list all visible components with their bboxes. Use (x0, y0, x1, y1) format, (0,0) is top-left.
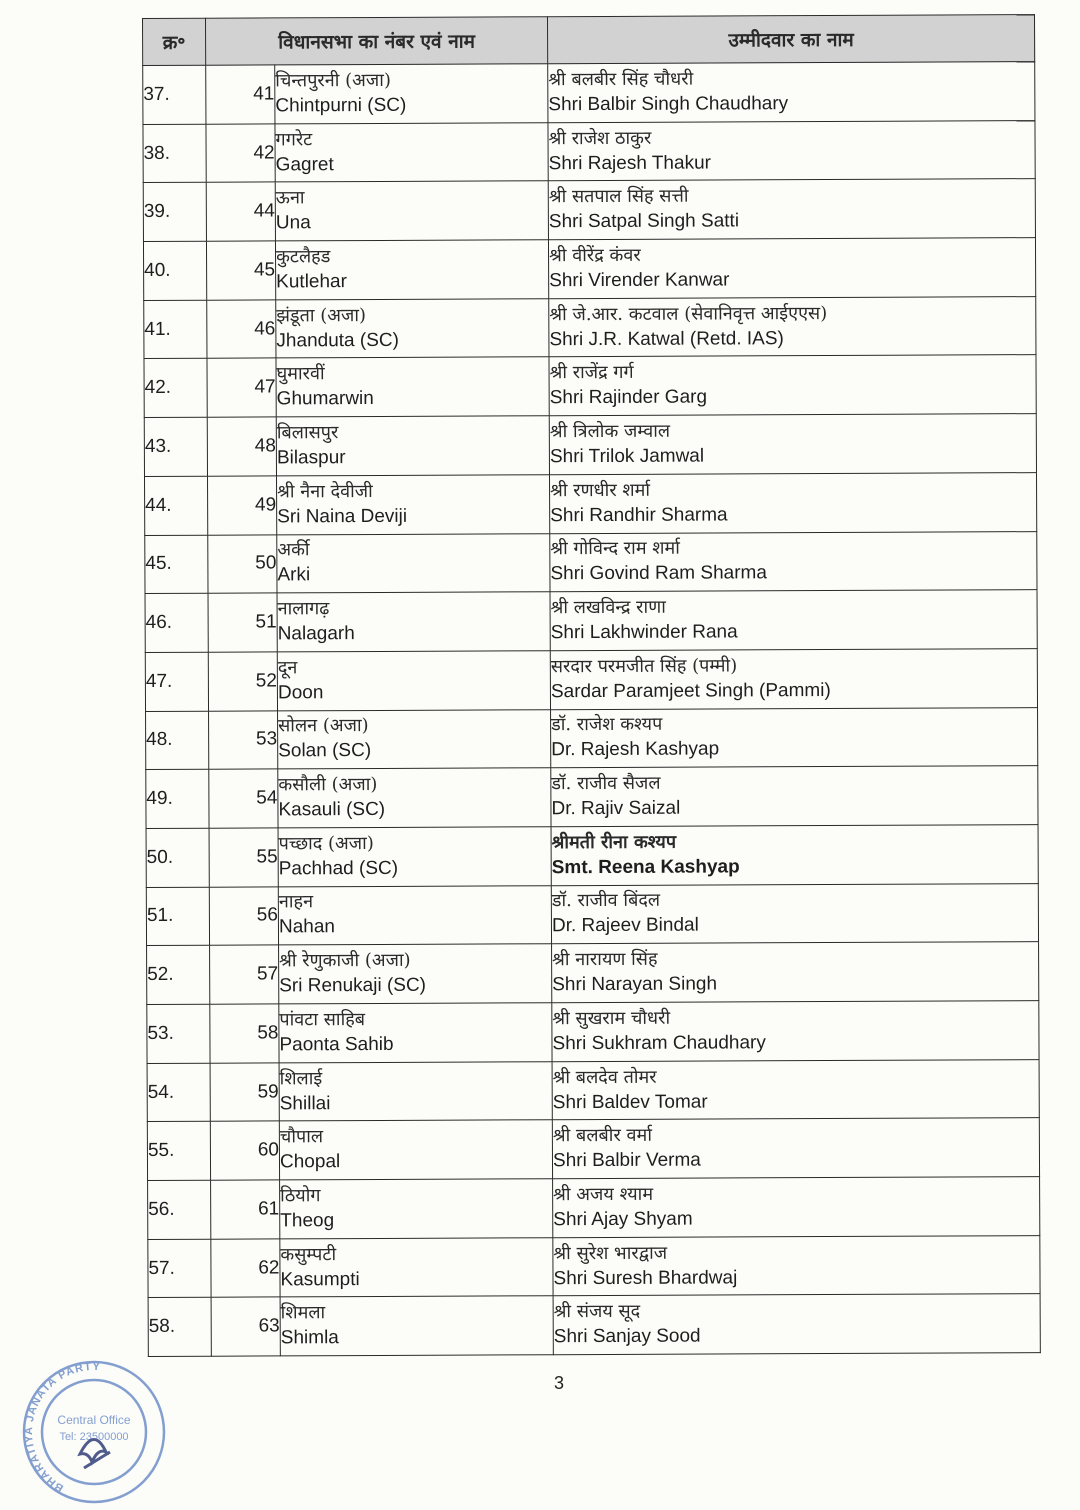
header-constituency: विधानसभा का नंबर एवं नाम (206, 17, 548, 65)
constituency-number-cell: 61 (211, 1180, 280, 1239)
candidate-name-cell (551, 883, 1038, 944)
page-number: 3 (553, 1373, 564, 1393)
candidate-name-english: Dr. Rajesh Kashyap (551, 738, 720, 761)
candidate-name-english: Shri Narayan Singh (552, 973, 718, 996)
candidate-name-hindi: श्री त्रिलोक जम्वाल (549, 420, 671, 443)
candidate-name-cell (550, 648, 1037, 709)
constituency-name-hindi: शिमला (280, 1302, 326, 1324)
constituency-name-hindi: कुटलैहड (275, 246, 331, 268)
table-row (144, 414, 1036, 477)
constituency-name-hindi: कसौली (अजा) (278, 774, 378, 796)
table-row (147, 1001, 1039, 1064)
constituency-name-english: Sri Renukaji (SC) (279, 974, 427, 997)
candidate-name-hindi: श्री राजेंद्र गर्ग (549, 362, 634, 384)
constituency-name-english: Chopal (279, 1151, 341, 1173)
candidate-name-hindi: श्री गोविन्द राम शर्मा (550, 538, 681, 560)
serial-number-cell: 49. (146, 769, 209, 828)
constituency-name-hindi: झंडूता (अजा) (276, 304, 367, 327)
constituency-number-cell: 53 (209, 710, 278, 769)
candidate-name-cell (552, 1001, 1039, 1062)
constituency-number-cell: 62 (211, 1239, 280, 1298)
serial-number-cell: 39. (143, 183, 206, 242)
table-row (144, 472, 1036, 535)
constituency-name-cell (278, 827, 551, 887)
constituency-name-hindi: ठियोग (280, 1185, 321, 1207)
candidate-name-english: Sardar Paramjeet Singh (Pammi) (550, 679, 831, 702)
candidate-name-english: Shri Balbir Verma (552, 1149, 701, 1172)
constituency-name-hindi: गगरेट (275, 128, 313, 150)
candidate-name-cell (551, 825, 1038, 886)
table-row (145, 590, 1037, 653)
constituency-number-cell: 41 (206, 65, 275, 124)
candidate-name-hindi: श्री जे.आर. कटवाल (सेवानिवृत्त आईएएस) (549, 302, 828, 325)
constituency-name-cell (277, 592, 550, 652)
constituency-name-english: Jhanduta (SC) (276, 329, 399, 352)
constituency-name-hindi: चौपाल (279, 1126, 324, 1148)
constituency-name-hindi: बिलासपुर (276, 422, 339, 444)
candidate-name-english: Shri Sukhram Chaudhary (552, 1032, 766, 1055)
constituency-name-english: Ghumarwin (276, 388, 374, 410)
candidate-name-hindi: श्री सुरेश भारद्वाज (553, 1242, 668, 1264)
bjp-office-stamp (14, 1356, 174, 1506)
candidate-name-english: Shri Rajinder Garg (549, 386, 708, 409)
candidate-name-hindi: श्री बलदेव तोमर (552, 1066, 657, 1088)
constituency-name-hindi: श्री रेणुकाजी (अजा) (279, 949, 411, 972)
table-row (148, 1235, 1040, 1298)
candidate-name-cell (549, 296, 1036, 357)
candidate-name-hindi: श्री लखविन्द्र राणा (550, 596, 666, 619)
table-row (146, 707, 1038, 770)
candidate-list-table (142, 14, 1041, 1357)
constituency-name-cell (279, 1003, 552, 1063)
table-row (143, 120, 1035, 183)
table-row (143, 238, 1035, 301)
candidate-name-english: Shri J.R. Katwal (Retd. IAS) (549, 327, 784, 350)
candidate-name-cell (552, 1118, 1039, 1179)
constituency-name-english: Arki (277, 564, 311, 586)
candidate-name-cell (550, 472, 1037, 533)
candidate-name-english: Shri Satpal Singh Satti (548, 210, 740, 233)
candidate-name-cell (548, 120, 1035, 181)
constituency-name-hindi: कसुम्पटी (280, 1243, 337, 1266)
table-row (147, 942, 1039, 1005)
constituency-name-cell (278, 768, 551, 828)
candidate-name-english: Shri Sanjay Sood (553, 1325, 701, 1348)
constituency-name-english: Shillai (279, 1092, 331, 1114)
table-header-row (143, 15, 1035, 66)
candidate-name-hindi: श्री संजय सूद (553, 1301, 641, 1323)
candidate-name-english: Dr. Rajeev Bindal (551, 915, 699, 937)
constituency-name-cell (278, 709, 551, 769)
constituency-name-english: Una (275, 212, 311, 234)
constituency-number-cell: 52 (208, 652, 277, 711)
constituency-name-cell (275, 181, 548, 241)
constituency-name-cell (279, 944, 552, 1004)
table-row (143, 62, 1035, 125)
candidate-name-cell (553, 1294, 1040, 1355)
candidate-name-cell (549, 355, 1036, 416)
constituency-name-hindi: शिलाई (279, 1067, 323, 1089)
candidate-name-hindi: श्री नारायण सिंह (552, 948, 658, 971)
candidate-name-english: Shri Ajay Shyam (553, 1208, 693, 1231)
candidate-name-cell (549, 414, 1036, 475)
constituency-name-english: Kasauli (SC) (278, 799, 386, 821)
candidate-name-english: Shri Virender Kanwar (549, 269, 730, 292)
constituency-name-cell (277, 651, 550, 711)
constituency-name-hindi: नाहन (278, 891, 314, 913)
table-row (146, 766, 1038, 829)
table-body (143, 62, 1041, 1357)
constituency-number-cell: 60 (210, 1121, 279, 1180)
candidate-name-english: Shri Baldev Tomar (552, 1091, 708, 1113)
candidate-name-cell (553, 1177, 1040, 1238)
header-serial: क्र॰ (143, 18, 206, 65)
constituency-number-cell: 42 (206, 124, 275, 183)
table-row (147, 1118, 1039, 1181)
constituency-name-english: Nalagarh (277, 623, 355, 645)
candidate-name-cell (552, 942, 1039, 1003)
constituency-name-english: Paonta Sahib (279, 1033, 394, 1056)
serial-number-cell: 58. (148, 1298, 211, 1357)
candidate-name-english: Shri Lakhwinder Rana (550, 621, 738, 644)
serial-number-cell: 41. (144, 300, 207, 359)
constituency-name-english: Kutlehar (276, 271, 347, 293)
candidate-name-english: Smt. Reena Kashyap (551, 856, 740, 879)
constituency-name-cell (280, 1237, 553, 1297)
serial-number-cell: 38. (143, 124, 206, 183)
table-row (146, 883, 1038, 946)
table-row (145, 531, 1037, 594)
constituency-number-cell: 58 (210, 1004, 279, 1063)
serial-number-cell: 44. (144, 476, 207, 535)
candidate-name-cell (551, 707, 1038, 768)
constituency-name-cell (276, 298, 549, 358)
constituency-name-english: Solan (SC) (278, 740, 372, 762)
candidate-name-hindi: डॉ. राजीव सैजल (551, 772, 661, 795)
constituency-number-cell: 44 (206, 182, 275, 241)
candidate-name-hindi: श्री सुखराम चौधरी (552, 1007, 671, 1030)
constituency-number-cell: 63 (211, 1297, 280, 1356)
serial-number-cell: 56. (148, 1180, 211, 1239)
constituency-name-cell (277, 533, 550, 593)
candidate-name-cell (552, 1059, 1039, 1120)
constituency-name-english: Theog (280, 1210, 335, 1232)
serial-number-cell: 52. (147, 946, 210, 1005)
constituency-name-hindi: सोलन (अजा) (278, 715, 369, 737)
stamp-tel-text: Tel: 23500000 (59, 1431, 129, 1443)
table-row (143, 179, 1035, 242)
serial-number-cell: 55. (147, 1122, 210, 1181)
constituency-number-cell: 50 (208, 534, 277, 593)
constituency-name-english: Shimla (280, 1327, 339, 1349)
candidate-name-cell (548, 179, 1035, 240)
candidate-name-hindi: डॉ. राजेश कश्यप (551, 714, 663, 736)
constituency-name-cell (275, 122, 548, 182)
candidate-name-cell (553, 1235, 1040, 1296)
constituency-name-cell (279, 1120, 552, 1180)
constituency-name-hindi: दून (277, 657, 298, 679)
constituency-name-hindi: ऊना (275, 187, 305, 209)
constituency-name-hindi: अर्की (277, 539, 310, 561)
constituency-number-cell: 51 (208, 593, 277, 652)
constituency-name-cell (276, 475, 549, 535)
constituency-name-hindi: श्री नैना देवीजी (277, 480, 373, 503)
serial-number-cell: 57. (148, 1239, 211, 1298)
constituency-name-cell (276, 357, 549, 417)
stamp-office-text: Central Office (57, 1413, 131, 1427)
constituency-name-english: Gagret (275, 153, 334, 175)
constituency-name-hindi: घुमारवीं (276, 363, 325, 385)
constituency-name-hindi: पांवटा साहिब (279, 1008, 366, 1031)
serial-number-cell: 53. (147, 1004, 210, 1063)
constituency-name-cell (276, 416, 549, 476)
candidate-name-english: Shri Govind Ram Sharma (550, 562, 767, 585)
constituency-name-cell (279, 1061, 552, 1121)
constituency-name-english: Doon (277, 681, 324, 704)
constituency-name-cell (280, 1179, 553, 1239)
candidate-name-english: Shri Balbir Singh Chaudhary (548, 93, 789, 116)
constituency-number-cell: 55 (209, 828, 278, 887)
table-row (147, 1059, 1039, 1122)
header-candidate: उम्मीदवार का नाम (548, 15, 1035, 64)
constituency-name-cell (275, 240, 548, 300)
serial-number-cell: 46. (145, 593, 208, 652)
candidate-name-cell (550, 590, 1037, 651)
constituency-number-cell: 46 (207, 300, 276, 359)
serial-number-cell: 40. (143, 241, 206, 300)
candidate-name-cell (548, 62, 1035, 123)
candidate-name-hindi: श्री अजय श्याम (553, 1183, 654, 1206)
constituency-name-cell (275, 64, 548, 124)
candidate-name-english: Dr. Rajiv Saizal (551, 797, 681, 820)
constituency-name-hindi: पच्छाद (अजा) (278, 832, 374, 855)
serial-number-cell: 43. (144, 417, 207, 476)
constituency-name-english: Chintpurni (SC) (275, 94, 407, 117)
table-row (144, 355, 1036, 418)
constituency-number-cell: 54 (209, 769, 278, 828)
serial-number-cell: 48. (146, 711, 209, 770)
candidate-name-hindi: श्रीमती रीना कश्यप (551, 831, 677, 854)
table-row (146, 825, 1038, 888)
constituency-number-cell: 47 (207, 358, 276, 417)
constituency-name-cell (278, 885, 551, 945)
table-row (144, 296, 1036, 359)
candidate-name-english: Shri Suresh Bhardwaj (553, 1267, 738, 1289)
constituency-number-cell: 45 (206, 241, 275, 300)
constituency-name-hindi: नालागढ़ (277, 598, 330, 620)
serial-number-cell: 50. (146, 828, 209, 887)
candidate-name-english: Shri Rajesh Thakur (548, 152, 711, 174)
constituency-number-cell: 48 (207, 417, 276, 476)
candidate-name-hindi: सरदार परमजीत सिंह (पम्मी) (550, 655, 738, 677)
candidate-name-hindi: श्री सतपाल सिंह सत्ती (548, 185, 689, 208)
serial-number-cell: 47. (145, 652, 208, 711)
table-row (148, 1177, 1040, 1240)
constituency-name-english: Sri Naina Deviji (277, 505, 408, 528)
serial-number-cell: 42. (144, 359, 207, 418)
candidate-name-english: Shri Trilok Jamwal (549, 445, 705, 468)
lotus-icon (80, 1439, 110, 1468)
constituency-name-english: Pachhad (SC) (278, 857, 399, 880)
candidate-name-english: Shri Randhir Sharma (550, 504, 728, 526)
serial-number-cell: 54. (147, 1063, 210, 1122)
constituency-number-cell: 56 (209, 887, 278, 946)
serial-number-cell: 37. (143, 65, 206, 124)
constituency-name-hindi: चिन्तपुरनी (अजा) (275, 69, 391, 92)
constituency-name-cell (280, 1296, 553, 1356)
candidate-name-hindi: श्री रणधीर शर्मा (550, 479, 651, 501)
candidate-name-hindi: डॉ. राजीव बिंदल (551, 890, 661, 912)
constituency-name-english: Kasumpti (280, 1268, 360, 1291)
constituency-number-cell: 49 (207, 476, 276, 535)
serial-number-cell: 45. (145, 535, 208, 594)
candidate-name-hindi: श्री राजेश ठाकुर (548, 127, 652, 149)
candidate-name-cell (551, 766, 1038, 827)
constituency-name-english: Nahan (278, 916, 336, 938)
constituency-name-english: Bilaspur (276, 447, 346, 469)
candidate-name-cell (548, 238, 1035, 299)
candidate-name-hindi: श्री वीरेंद्र कंवर (549, 244, 641, 267)
stamp-ring-text: BHARATIYA JANATA PARTY (22, 1360, 102, 1495)
table-row (148, 1294, 1040, 1357)
constituency-number-cell: 57 (210, 945, 279, 1004)
serial-number-cell: 51. (146, 887, 209, 946)
table-row (145, 648, 1037, 711)
constituency-number-cell: 59 (210, 1063, 279, 1122)
candidate-name-hindi: श्री बलबीर सिंह चौधरी (548, 68, 694, 91)
candidate-name-cell (550, 531, 1037, 592)
candidate-name-hindi: श्री बलबीर वर्मा (552, 1125, 653, 1147)
